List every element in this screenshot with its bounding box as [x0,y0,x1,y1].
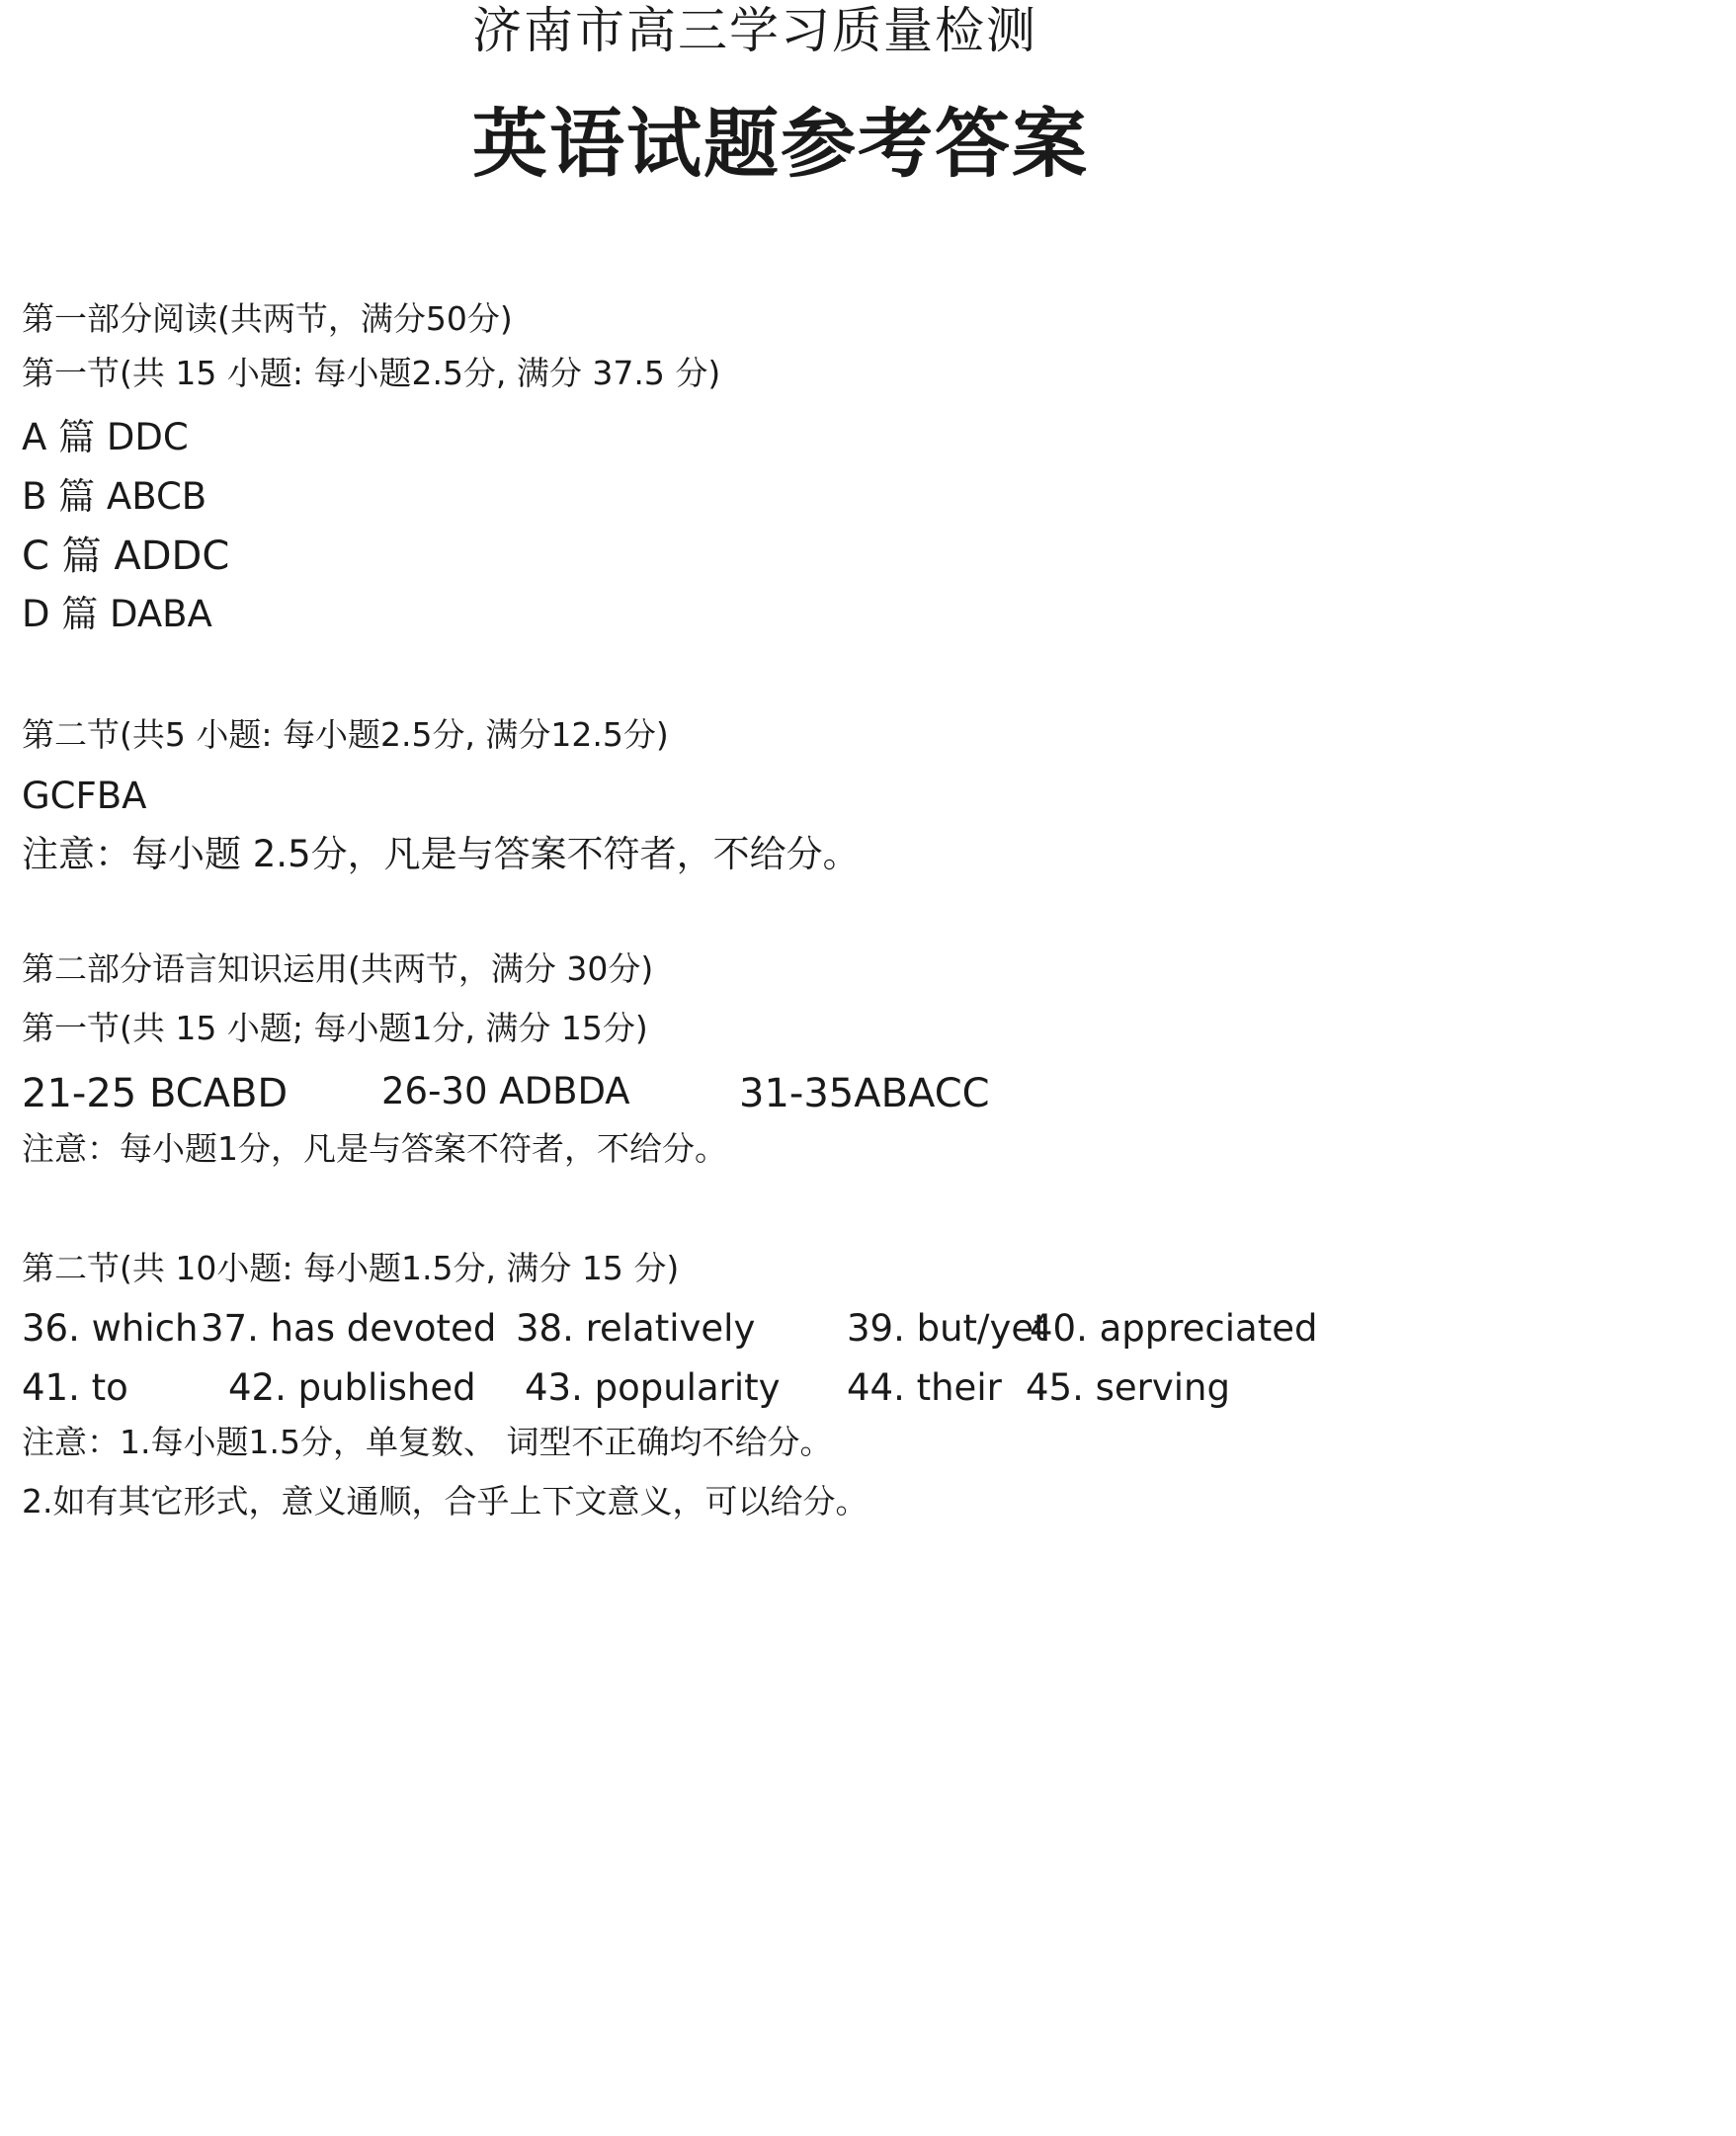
part2-section1-note: 注意：每小题1分，凡是与答案不符者，不给分。 [22,1129,727,1168]
part2-section1-heading: 第一节(共 15 小题; 每小题1分, 满分 15分) [22,1009,648,1047]
passage-b-answers: B 篇 ABCB [22,475,207,518]
answer-41: 41. to [22,1366,128,1409]
passage-c-answers: C 篇 ADDC [22,534,230,579]
answers-31-35: 31-35ABACC [739,1071,990,1116]
document-subtitle: 英语试题参考答案 [472,100,1089,188]
answer-36: 36. which [22,1307,199,1350]
document-title: 济南市高三学习质量检测 [472,2,1037,59]
part1-heading: 第一部分阅读(共两节，满分50分) [22,299,513,338]
part1-section2-note: 注意：每小题 2.5分，凡是与答案不符者，不给分。 [22,833,860,875]
answer-37: 37. has devoted [201,1307,497,1350]
passage-d-answers: D 篇 DABA [22,593,212,635]
part1-section2-answer: GCFBA [22,775,147,817]
answer-43: 43. popularity [525,1366,781,1409]
answer-38: 38. relatively [516,1307,756,1350]
part1-section1-heading: 第一节(共 15 小题: 每小题2.5分, 满分 37.5 分) [22,354,721,392]
part2-heading: 第二部分语言知识运用(共两节，满分 30分) [22,949,654,988]
answer-40: 40. appreciated [1030,1307,1318,1350]
part2-section2-note1: 注意：1.每小题1.5分，单复数、 词型不正确均不给分。 [22,1423,833,1461]
part1-section2-heading: 第二节(共5 小题: 每小题2.5分, 满分12.5分) [22,715,669,754]
part2-section2-heading: 第二节(共 10小题: 每小题1.5分, 满分 15 分) [22,1249,680,1287]
passage-a-answers: A 篇 DDC [22,416,189,458]
answers-26-30: 26-30 ADBDA [381,1070,630,1112]
answer-44: 44. their [847,1366,1002,1409]
answer-45: 45. serving [1026,1366,1230,1409]
part2-section2-note2: 2.如有其它形式，意义通顺，合乎上下文意义，可以给分。 [22,1482,868,1520]
answer-42: 42. published [228,1366,476,1409]
answers-21-25: 21-25 BCABD [22,1071,289,1116]
answer-39: 39. but/yet [847,1307,1048,1350]
